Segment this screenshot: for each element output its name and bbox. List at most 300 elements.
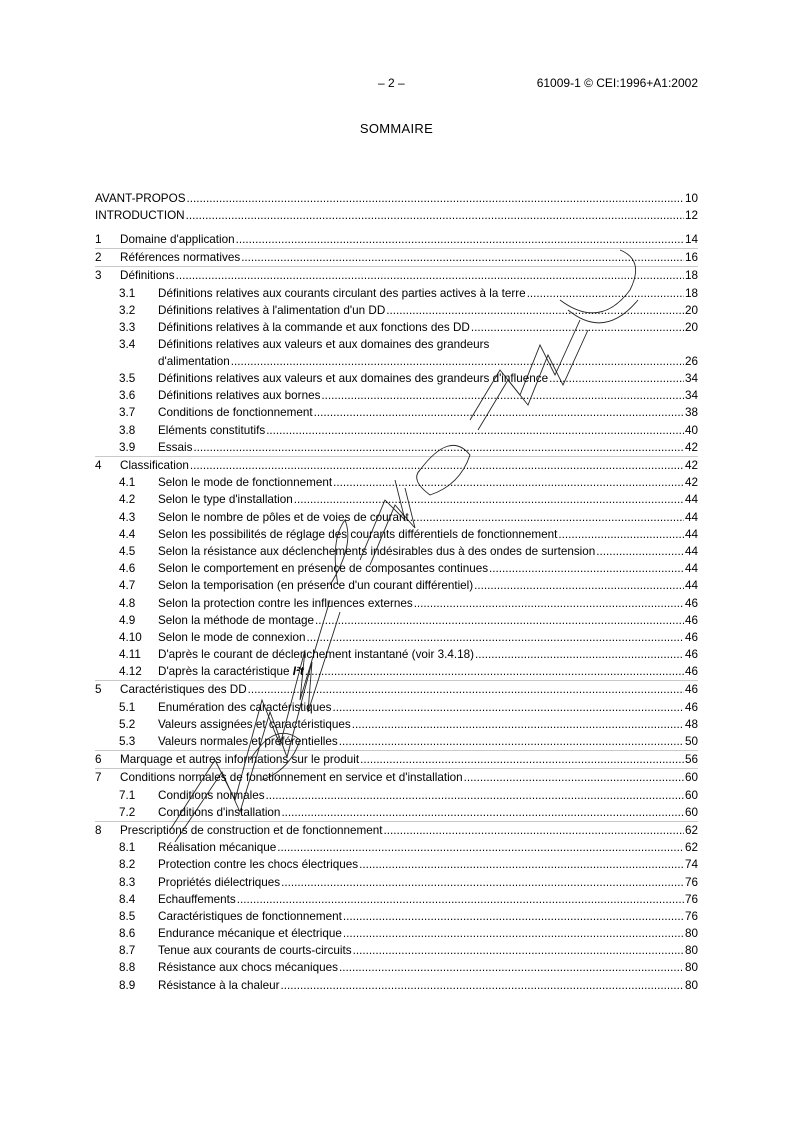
toc-entry-number: 3.8 [119, 423, 136, 437]
dot-leader [464, 769, 684, 786]
toc-entry-label [158, 839, 276, 856]
toc-entry-number: 7.1 [119, 788, 136, 802]
toc-entry-number: 4.3 [119, 510, 136, 524]
toc-entry-label-text: Tenue aux courants de courts-circuits [158, 944, 352, 958]
toc-entry-number: 3.4 [119, 338, 136, 352]
toc-entry[interactable] [95, 891, 698, 908]
toc-entry-label [158, 543, 595, 560]
toc-entry-page: 80 [684, 927, 698, 941]
toc-entry-label-text: Selon le mode de connexion [158, 630, 306, 644]
dot-leader [343, 925, 684, 942]
toc-entry[interactable] [95, 509, 698, 526]
toc-entry-page: 42 [684, 440, 698, 454]
toc-entry-label [158, 526, 557, 543]
dot-leader [186, 190, 684, 207]
toc-entry-page: 76 [684, 892, 698, 906]
toc-entry[interactable] [95, 733, 698, 750]
toc-entry-page: 60 [684, 788, 698, 802]
dot-leader [414, 595, 684, 612]
toc-entry-number: 4.7 [119, 579, 136, 593]
toc-entry[interactable] [95, 474, 698, 491]
toc-entry-text [158, 804, 698, 821]
toc-entry-text [158, 543, 698, 560]
dot-leader [190, 457, 684, 474]
toc-entry-number: 4.2 [119, 493, 136, 507]
toc-entry-page: 44 [684, 527, 698, 541]
toc-entry-label-text: Caractéristiques de fonctionnement [158, 909, 342, 923]
toc-entry-label-text: D'après la caractéristique [158, 665, 293, 679]
toc-entry[interactable] [95, 526, 698, 543]
toc-entry[interactable] [95, 680, 698, 698]
table-of-contents [95, 190, 698, 994]
toc-entry[interactable] [95, 768, 698, 786]
toc-entry-label [158, 612, 314, 629]
toc-entry-label [158, 874, 280, 891]
toc-entry-label [158, 422, 265, 439]
toc-entry-page: 20 [684, 303, 698, 317]
page-header [0, 76, 793, 92]
toc-entry[interactable] [95, 456, 698, 474]
toc-entry-text [158, 908, 698, 925]
toc-entry-label-text: Selon la temporisation (en présence d'un courant différentiel) [158, 579, 474, 593]
toc-entry-text [158, 612, 698, 629]
toc-entry-label-text: Conditions de fonctionnement [158, 406, 313, 420]
dot-leader [339, 733, 684, 750]
toc-entry[interactable] [95, 925, 698, 942]
toc-entry-text [158, 699, 698, 716]
toc-entry-number: 4.8 [119, 596, 136, 610]
dot-leader [343, 908, 684, 925]
toc-entry-number: 8.9 [119, 978, 136, 992]
toc-entry[interactable] [95, 285, 698, 302]
dot-leader [277, 839, 684, 856]
toc-entry-label [120, 249, 240, 266]
toc-entry-page: 46 [684, 700, 698, 714]
toc-entry-number: 8.8 [119, 961, 136, 975]
dot-leader [236, 231, 684, 248]
toc-entry-number: 7.2 [119, 805, 136, 819]
dot-leader [332, 699, 684, 716]
toc-entry-label-text: Enumération des caractéristiques [158, 700, 332, 714]
toc-entry-number: 3.7 [119, 406, 136, 420]
toc-entry-text [158, 336, 698, 370]
toc-entry-number: 3.9 [119, 440, 136, 454]
toc-entry-label [120, 751, 359, 768]
dot-leader [315, 612, 684, 629]
toc-entry-label [95, 207, 185, 224]
dot-leader [231, 353, 684, 370]
toc-entry-text [120, 249, 698, 266]
toc-entry-label [158, 509, 409, 526]
toc-entry[interactable] [95, 387, 698, 404]
toc-entry-label-text: Selon le comportement en présence de composantes continues [158, 562, 489, 576]
toc-entry-label-text: Selon la méthode de montage [158, 613, 314, 627]
toc-entry-page: 34 [684, 389, 698, 403]
toc-entry-label-text: Selon la résistance aux déclenchements indésirables dus à des ondes de surtension [158, 544, 596, 558]
toc-entry-page: 16 [684, 251, 698, 265]
toc-entry-label-text: Conditions normales [158, 788, 265, 802]
toc-entry-label-text: Définitions relatives aux bornes [158, 389, 321, 403]
toc-entry-number: 8.2 [119, 858, 136, 872]
toc-entry-label [120, 822, 382, 839]
dot-leader [266, 422, 684, 439]
toc-entry[interactable] [95, 856, 698, 873]
toc-entry-label [158, 959, 338, 976]
toc-entry-label-text: Marquage et autres informations sur le produit [120, 753, 360, 767]
toc-entry-text [158, 663, 698, 680]
toc-entry-label [158, 629, 306, 646]
toc-entry-text [95, 190, 698, 207]
dot-leader [241, 249, 684, 266]
dot-leader [549, 370, 684, 387]
toc-entry-page: 18 [684, 286, 698, 300]
dot-leader [386, 302, 684, 319]
toc-entry-label-text: Classification [120, 459, 189, 473]
dot-leader [596, 543, 684, 560]
toc-entry-label [158, 646, 474, 663]
toc-entry-number: 8.4 [119, 892, 136, 906]
toc-entry-text [158, 370, 698, 387]
toc-entry[interactable] [95, 787, 698, 804]
toc-entry-page: 50 [684, 735, 698, 749]
toc-entry-page: 12 [684, 209, 698, 223]
toc-entry-page: 46 [684, 648, 698, 662]
toc-entry-page: 56 [684, 753, 698, 767]
toc-entry-label-text: D'après le courant de déclenchement instantané (voir 3.4.18) [158, 648, 475, 662]
toc-entry[interactable] [95, 231, 698, 248]
toc-entry-label [158, 908, 342, 925]
toc-entry-text [120, 822, 698, 839]
page-title: SOMMAIRE [359, 121, 434, 136]
toc-entry-page: 26 [684, 355, 698, 369]
toc-entry-text [158, 404, 698, 421]
toc-entry-label-text: Définitions relatives aux valeurs et aux domaines des grandeurs d'influence [158, 372, 549, 386]
toc-entry-page: 76 [684, 909, 698, 923]
toc-entry-text [158, 285, 698, 302]
toc-entry-text [158, 856, 698, 873]
toc-entry-page: 74 [684, 858, 698, 872]
toc-entry-text [158, 646, 698, 663]
toc-entry-text [158, 422, 698, 439]
toc-entry-label [95, 190, 185, 207]
toc-entry-number: 7 [95, 771, 102, 785]
dot-leader [359, 856, 684, 873]
toc-entry[interactable] [95, 646, 698, 663]
toc-entry-text [158, 474, 698, 491]
toc-entry[interactable] [95, 207, 698, 224]
toc-entry-label [158, 733, 338, 750]
toc-entry-text [158, 977, 698, 994]
toc-entry[interactable] [95, 977, 698, 994]
toc-entry-number: 4.9 [119, 613, 136, 627]
toc-entry-label [158, 404, 313, 421]
toc-entry[interactable] [95, 577, 698, 594]
toc-entry[interactable] [95, 248, 698, 266]
toc-entry-label-text: Echauffements [158, 892, 236, 906]
toc-entry-page: 18 [684, 269, 698, 283]
dot-leader [339, 959, 684, 976]
toc-entry-label-text: Conditions d'installation [158, 805, 281, 819]
toc-entry-label [158, 942, 352, 959]
toc-entry-label-text: Protection contre les chocs électriques [158, 858, 359, 872]
toc-entry-label-text: Domaine d'application [120, 232, 235, 246]
toc-entry[interactable] [95, 821, 698, 839]
toc-entry-text [120, 457, 698, 474]
toc-entry-number: 2 [95, 251, 102, 265]
toc-entry-number: 5.2 [119, 717, 136, 731]
toc-entry-label-text: Valeurs normales et préférentielles [158, 735, 338, 749]
toc-entry-label-continued: d'alimentation [158, 355, 230, 369]
toc-entry-text [158, 925, 698, 942]
toc-entry-page: 46 [684, 596, 698, 610]
toc-entry-page: 44 [684, 562, 698, 576]
toc-entry-label [158, 977, 280, 994]
toc-entry-number: 3.5 [119, 372, 136, 386]
toc-entry-label [158, 699, 331, 716]
toc-entry-label [158, 439, 192, 456]
toc-entry-text [120, 231, 698, 248]
dot-leader [307, 629, 684, 646]
toc-entry-label-text: Résistance à la chaleur [158, 978, 280, 992]
toc-entry-label [158, 302, 385, 319]
toc-entry-page: 62 [684, 823, 698, 837]
toc-entry-number: 4.5 [119, 544, 136, 558]
toc-entry-number: 5.1 [119, 700, 136, 714]
toc-entry-text [158, 319, 698, 336]
toc-entry-text [158, 560, 698, 577]
toc-entry-page: 44 [684, 493, 698, 507]
toc-entry-label-text: Références normatives [120, 251, 241, 265]
toc-entry[interactable] [95, 699, 698, 716]
toc-entry-page: 42 [684, 459, 698, 473]
toc-entry-label [158, 560, 488, 577]
toc-entry[interactable] [95, 336, 698, 370]
toc-entry-label [158, 787, 265, 804]
toc-entry-text [158, 509, 698, 526]
toc-entry-text [158, 959, 698, 976]
toc-entry-text [158, 439, 698, 456]
toc-entry-label [158, 856, 358, 873]
toc-entry-page: 14 [684, 232, 698, 246]
toc-entry[interactable] [95, 804, 698, 821]
toc-entry-text [120, 267, 698, 284]
toc-entry-label-text: Définitions [120, 269, 175, 283]
toc-entry-label [158, 319, 470, 336]
toc-entry[interactable] [95, 663, 698, 680]
toc-entry-page: 48 [684, 717, 698, 731]
toc-entry[interactable] [95, 595, 698, 612]
toc-entry-label [120, 231, 235, 248]
toc-entry-text [158, 716, 698, 733]
dot-leader [527, 285, 684, 302]
toc-entry-number: 3 [95, 269, 102, 283]
toc-entry-label-text: Propriétés diélectriques [158, 875, 281, 889]
toc-entry[interactable] [95, 612, 698, 629]
toc-entry-number: 3.6 [119, 389, 136, 403]
toc-entry-page: 38 [684, 406, 698, 420]
toc-entry[interactable] [95, 908, 698, 925]
dot-leader [305, 663, 684, 680]
toc-entry-number: 4.4 [119, 527, 136, 541]
toc-entry-page: 76 [684, 875, 698, 889]
toc-entry[interactable] [95, 543, 698, 560]
toc-entry-page: 34 [684, 372, 698, 386]
toc-entry-label-text: Selon le nombre de pôles et de voies de courant [158, 510, 409, 524]
dot-leader [410, 509, 684, 526]
dot-leader [360, 751, 684, 768]
toc-entry[interactable] [95, 190, 698, 207]
toc-entry-label [158, 891, 236, 908]
dot-leader [266, 787, 684, 804]
toc-entry[interactable] [95, 629, 698, 646]
dot-leader [321, 387, 684, 404]
toc-entry[interactable] [95, 560, 698, 577]
toc-entry-page: 20 [684, 320, 698, 334]
dot-leader [353, 942, 684, 959]
dot-leader [176, 267, 684, 284]
toc-entry-number: 8.3 [119, 875, 136, 889]
toc-entry-number: 4.6 [119, 562, 136, 576]
toc-entry-continuation [158, 353, 698, 370]
toc-entry[interactable] [95, 266, 698, 284]
toc-entry-label-text: Résistance aux chocs mécaniques [158, 961, 338, 975]
toc-entry-page: 80 [684, 944, 698, 958]
document-reference: 61009-1 © CEI:1996+A1:2002 [536, 76, 698, 90]
toc-entry-label-text: Définitions relatives à l'alimentation d'un DD [158, 303, 386, 317]
toc-entry-label [158, 387, 320, 404]
dot-leader [475, 646, 684, 663]
toc-entry-label: Définitions relatives aux valeurs et aux domaines des grandeurs [158, 338, 490, 352]
toc-entry-label [158, 804, 280, 821]
dot-leader [352, 716, 684, 733]
dot-leader [186, 207, 684, 224]
toc-entry-number: 8.1 [119, 841, 136, 855]
toc-entry-label [158, 491, 293, 508]
toc-entry-text [158, 302, 698, 319]
toc-entry-page: 46 [684, 613, 698, 627]
toc-entry[interactable] [95, 874, 698, 891]
toc-entry-page: 46 [684, 665, 698, 679]
toc-entry-label-text: Selon les possibilités de réglage des courants différentiels de fonctionnement [158, 527, 558, 541]
toc-entry[interactable] [95, 422, 698, 439]
dot-leader [248, 681, 684, 698]
toc-entry-label [158, 577, 473, 594]
toc-entry-label-text: Essais [158, 440, 193, 454]
toc-entry-text [120, 751, 698, 768]
dot-leader [193, 439, 684, 456]
toc-entry-label [158, 474, 332, 491]
toc-entry-text [158, 491, 698, 508]
toc-entry-text [158, 526, 698, 543]
dot-leader [558, 526, 684, 543]
toc-entry-label-text: Définitions relatives à la commande et aux fonctions des DD [158, 320, 470, 334]
toc-entry-number: 1 [95, 232, 102, 246]
toc-entry-text [120, 681, 698, 698]
toc-entry-text [95, 207, 698, 224]
toc-entry-text [158, 891, 698, 908]
toc-entry-number: 3.2 [119, 303, 136, 317]
toc-entry-label [120, 681, 247, 698]
toc-entry-number: 8.6 [119, 927, 136, 941]
toc-entry-label-symbol: I²t [292, 665, 304, 679]
toc-entry-number: 4.12 [119, 665, 142, 679]
toc-entry-label [158, 285, 526, 302]
toc-entry-text [120, 769, 698, 786]
dot-leader [314, 404, 684, 421]
page-number: – 2 – [378, 76, 405, 90]
toc-entry[interactable] [95, 750, 698, 768]
toc-entry[interactable] [95, 439, 698, 456]
toc-entry-label-text: Selon le type d'installation [158, 493, 293, 507]
toc-entry-page: 42 [684, 476, 698, 490]
toc-entry-text [158, 874, 698, 891]
toc-entry-number: 8 [95, 823, 102, 837]
toc-entry[interactable] [95, 942, 698, 959]
dot-leader [474, 577, 684, 594]
toc-entry-page: 62 [684, 841, 698, 855]
toc-entry-number: 3.1 [119, 286, 136, 300]
toc-entry-text [158, 387, 698, 404]
toc-entry-label-text: Selon la protection contre les influences externes [158, 596, 413, 610]
toc-entry-page: 10 [684, 192, 698, 205]
toc-entry-text [158, 787, 698, 804]
toc-entry-page: 44 [684, 510, 698, 524]
toc-entry-label-text: Valeurs assignées et caractéristiques [158, 717, 351, 731]
toc-entry-page: 46 [684, 630, 698, 644]
toc-entry-label-text: INTRODUCTION [95, 209, 185, 223]
toc-entry-label-text: Définitions relatives aux courants circulant des parties actives à la terre [158, 286, 526, 300]
toc-entry-page: 40 [684, 423, 698, 437]
toc-entry[interactable] [95, 959, 698, 976]
toc-entry[interactable] [95, 404, 698, 421]
toc-entry-page: 80 [684, 978, 698, 992]
toc-entry-text [158, 733, 698, 750]
toc-entry[interactable] [95, 491, 698, 508]
dot-leader [281, 977, 684, 994]
toc-entry-label-text: Eléments constitutifs [158, 423, 266, 437]
toc-entry-label [120, 457, 189, 474]
toc-entry-number: 8.5 [119, 909, 136, 923]
toc-entry-label [158, 716, 351, 733]
toc-entry[interactable] [95, 370, 698, 387]
toc-entry-label [120, 267, 175, 284]
dot-leader [294, 491, 684, 508]
toc-entry-number: 4.1 [119, 476, 136, 490]
toc-entry-label-text: Réalisation mécanique [158, 841, 277, 855]
toc-entry-label-text: Prescriptions de construction et de fonctionnement [120, 823, 383, 837]
toc-entry-label-text: Conditions normales de fonctionnement en service et d'installation [120, 771, 463, 785]
toc-entry-text [158, 942, 698, 959]
toc-entry-label [158, 595, 413, 612]
toc-entry-number: 4 [95, 459, 102, 473]
dot-leader [237, 891, 684, 908]
toc-entry[interactable] [95, 716, 698, 733]
toc-entry[interactable] [95, 302, 698, 319]
toc-entry-page: 44 [684, 544, 698, 558]
toc-entry-number: 5.3 [119, 735, 136, 749]
toc-entry-number: 3.3 [119, 320, 136, 334]
toc-entry-page: 80 [684, 961, 698, 975]
toc-entry-label-text: Endurance mécanique et électrique [158, 927, 342, 941]
toc-entry[interactable] [95, 319, 698, 336]
toc-entry-number: 4.10 [119, 630, 142, 644]
toc-entry[interactable] [95, 839, 698, 856]
toc-entry-label [158, 663, 304, 680]
toc-entry-label-text: Caractéristiques des DD [120, 683, 247, 697]
toc-entry-label [120, 769, 463, 786]
toc-entry-number: 5 [95, 683, 102, 697]
toc-entry-text [158, 577, 698, 594]
